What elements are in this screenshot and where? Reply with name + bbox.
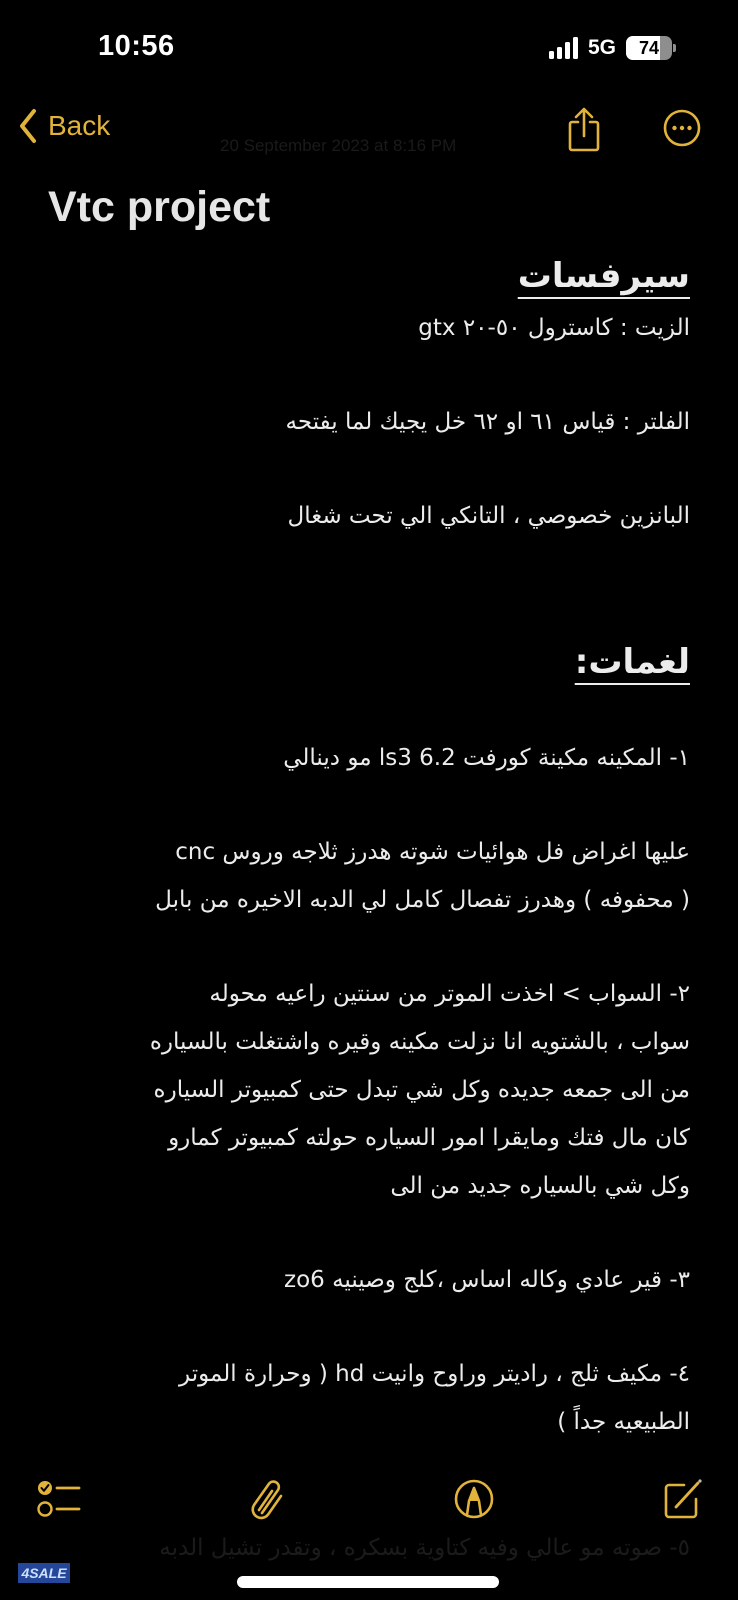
markup-button[interactable] [452,1477,496,1525]
back-button[interactable] [18,108,110,144]
battery-percent: 74 [638,37,660,58]
status-bar [0,0,738,90]
share-icon [566,106,602,154]
paperclip-icon [248,1477,288,1521]
mod-item-5-partial: ٥- صوته مو عالي وفيه كتاوية بسكره ، وتقدر تشيل الدبه [159,1535,690,1561]
mod-item-2-line-2: سواب ، بالشتويه انا نزلت مكينه وقيره واشتغلت بالسياره [149,1029,690,1055]
chevron-left-icon [18,108,38,144]
mod-item-4-line-1: ٤- مكيف ثلج ، راديتر وراوح وانيت hd ( وحرارة الموتر [179,1361,690,1387]
share-button[interactable] [566,106,602,158]
bottom-toolbar [0,1477,738,1537]
mod-item-1-detail-2: ( محفوفه ) وهدرز تفصال كامل لي الدبه الاخيره من بابل [155,887,690,913]
attachment-button[interactable] [248,1477,288,1525]
section-heading-mods: لغمات: [574,642,690,682]
section-heading-services: سيرفسات [517,256,690,296]
mod-item-2-line-3: من الى جمعه جديده وكل شي تبدل حتى كمبيوتر السياره [153,1077,690,1103]
line-filter: الفلتر : قياس ٦١ او ٦٢ خل يجيك لما يفتحه [285,409,690,435]
cellular-signal-icon [549,37,578,59]
battery-icon [626,36,676,60]
note-body[interactable] [40,250,690,1446]
line-oil: الزيت : كاسترول ٥٠-٢٠ gtx [418,315,690,341]
back-label: Back [48,110,111,141]
mod-item-1-detail-1: عليها اغراض فل هوائيات شوته هدرز ثلاجه وروس cnc [175,839,690,865]
nav-bar [0,100,738,160]
checklist-icon [36,1477,84,1521]
note-title[interactable]: Vtc project [48,183,271,231]
mod-item-3: ٣- قير عادي وكاله اساس ،كلج وصينيه zo6 [284,1267,690,1293]
mod-item-2-line-1: ٢- السواب > اخذت الموتر من سنتين راعيه محوله [209,981,690,1007]
mod-item-2-line-4: كان مال فتك ومايقرا امور السياره حولته كمبيوتر كمارو [168,1125,690,1151]
compose-button[interactable] [662,1477,704,1525]
mod-item-1: ١- المكينه مكينة كورفت 6.2 ls3 مو دينالي [283,745,690,771]
more-options-button[interactable] [662,108,702,152]
note-date: 20 September 2023 at 8:16 PM [220,136,457,155]
pen-tip-circle-icon [452,1477,496,1521]
mod-item-4-line-2: الطبيعيه جداً ) [557,1409,690,1435]
4sale-watermark: 4SALE [18,1563,70,1583]
ellipsis-circle-icon [662,108,702,148]
mod-item-2-line-5: وكل شي بالسياره جديد من الى [390,1173,690,1199]
network-type: 5G [587,36,616,59]
status-time: 10:56 [98,30,175,62]
checklist-button[interactable] [36,1477,84,1525]
line-fuel: البانزين خصوصي ، التانكي الي تحت شغال [287,503,690,529]
home-indicator[interactable] [237,1576,499,1588]
compose-icon [662,1477,704,1521]
status-indicators [549,36,676,60]
